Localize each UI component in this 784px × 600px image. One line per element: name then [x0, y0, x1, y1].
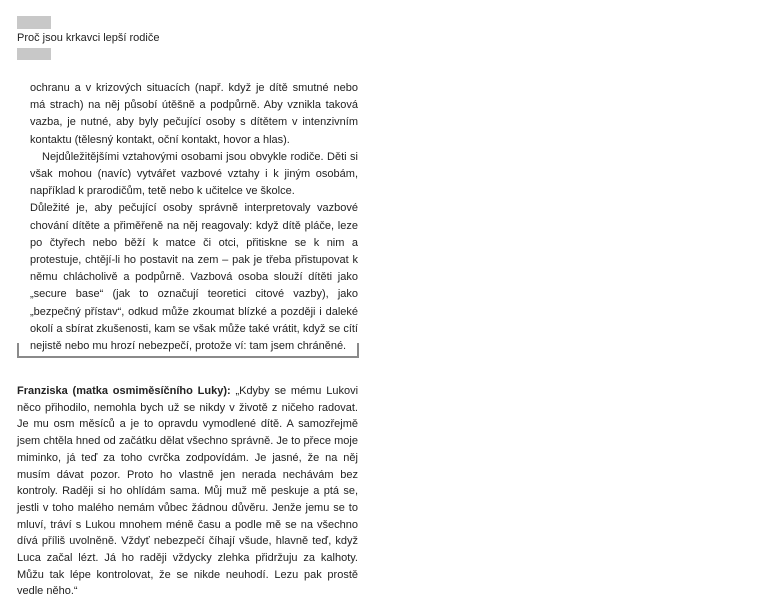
info-box-paragraph-1: ochranu a v krizových situacích (např. když je dítě smutné nebo má strach) na něj působí útěšně a podpůrně. Aby vznikla taková vazba, je nutné, aby byly pečující osoby s dítětem v intenzivním kontaktu (tělesný kontakt, oční kontakt, hovor a hlas).	[30, 82, 358, 146]
info-box-frame-bottom	[17, 356, 359, 358]
quote-paragraph	[17, 383, 358, 600]
info-box-paragraph-3: Důležité je, aby pečující osoby správně interpretovaly vazbové chování dítěte a přiměřeně na něj reagovaly: když dítě pláče, leze po čtyřech nebo běží k matce či otci, přitiskne se k nim a protestuje, chtějí-li ho postavit na zem – pak je třeba přistupovat k němu chlácholivě a podpůrně. Vazbová osoba slouží dítěti jako „secure base“ (jak to označují teoretici citové vazby), jako „bezpečný přístav“, odkud může zkoumat blízké a později i daleké okolí a sbírat zkušenosti, kam se však může také vrátit, když se cítí nejistě nebo mu hrozí nebezpečí, protože ví: tam jsem chráněné.	[30, 202, 358, 353]
info-box-paragraph-2: Nejdůležitějšími vztahovými osobami jsou obvykle rodiče. Děti si však mohou (navíc) vytvářet vazbové vztahy i k jiným osobám, například k prarodičům, tetě nebo k učitelce ve školce.	[30, 150, 358, 198]
info-box	[30, 80, 358, 355]
quote-body: „Kdyby se mému Lukovi něco přihodilo, nemohla bych už se nikdy v životě z ničeho radovat. Je mu osm měsíců a je to opravdu vymodlené dítě. A samozřejmě jsem chtěla hned od začátku dělat všechno správně. Je to přece moje miminko, já teď za toho cvrčka zodpovídám. Je jasné, že na něj musím dávat pozor. Proto ho vlastně jen nerada nechávám bez kontroly. Raději si ho ohlídám sama. Můj muž mě peskuje a ptá se, jestli v toho malého nemám vůbec žádnou důvěru. Jenže jemu se to mluví, tráví s Lukou mnohem méně času a podle mě se na všechno dívá příliš uvolněně. Vždyť nebezpečí číhají všude, hlavně teď, když Luca začal lézt. Já ho raději vždycky zlehka přidržuju za kalhoty. Můžu tak lépe kontrolovat, že se nikde neuhodí. Lezu pak prostě vedle něho.“	[17, 385, 359, 598]
running-title: Proč jsou krkavci lepší rodiče	[17, 32, 160, 44]
header-marker-bottom	[17, 48, 51, 60]
quote-speaker: Franziska (matka osmiměsíčního Luky):	[17, 385, 231, 397]
header-marker-top	[17, 16, 51, 29]
